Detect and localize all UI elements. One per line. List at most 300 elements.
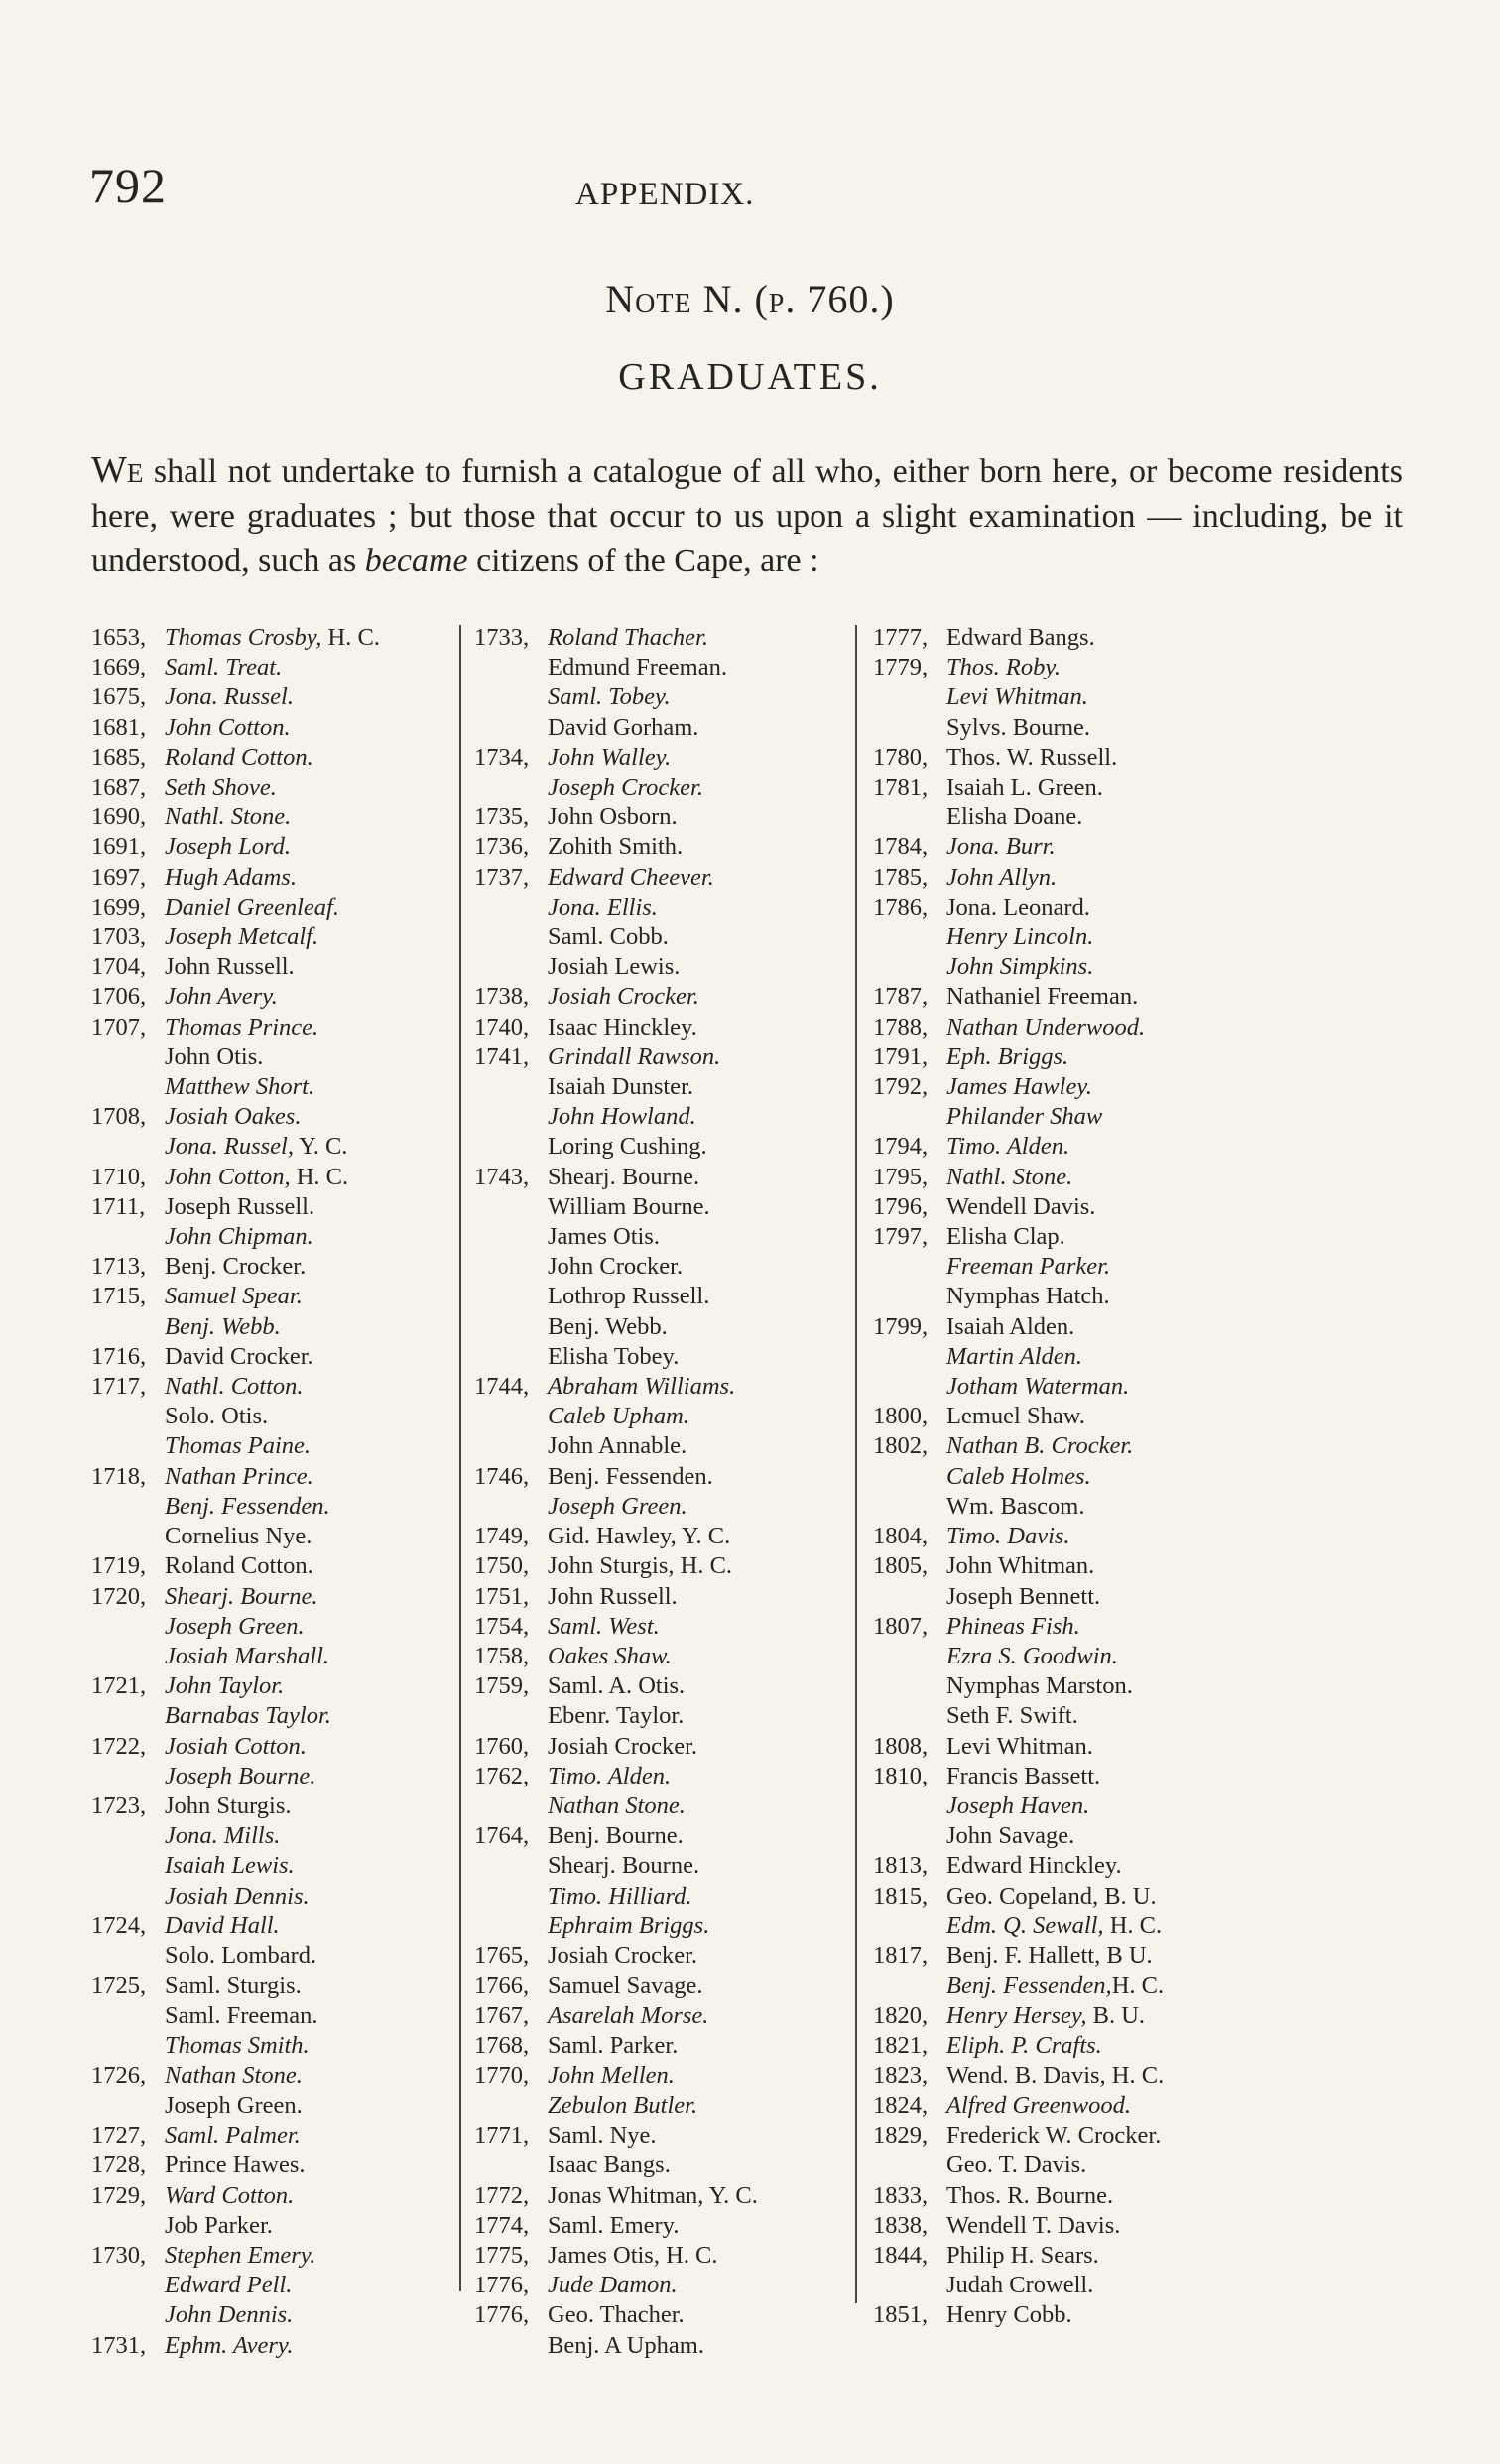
graduation-year: 1796, — [873, 1192, 929, 1220]
graduate-name — [946, 832, 1056, 862]
graduate-entry — [873, 1043, 1310, 1072]
graduate-entry — [873, 1102, 1310, 1132]
graduate-entry — [474, 1701, 855, 1731]
graduate-entry — [474, 2300, 855, 2330]
graduate-name-text: John Russell. — [165, 953, 295, 981]
graduate-name — [548, 832, 683, 862]
graduation-year: 1707, — [91, 1013, 147, 1041]
graduate-entry — [474, 1282, 855, 1311]
graduate-name — [946, 2271, 1093, 2300]
graduate-name-text: Roland Thacher. — [548, 624, 708, 651]
graduate-name — [165, 682, 294, 712]
graduate-name — [946, 1492, 1085, 1522]
graduate-name — [548, 1971, 703, 2001]
graduation-year: 1740, — [474, 1013, 530, 1041]
graduate-entry — [91, 773, 453, 802]
graduate-entry — [873, 952, 1310, 982]
graduation-year: 1802, — [873, 1432, 929, 1460]
graduate-name — [946, 1132, 1069, 1162]
graduate-name-text: Abraham Williams. — [548, 1373, 736, 1401]
graduate-entry — [873, 2151, 1310, 2180]
graduate-entry — [474, 1312, 855, 1342]
graduate-entry — [91, 1492, 453, 1522]
graduate-name-text: Grindall Rawson. — [548, 1043, 721, 1070]
college-suffix: B. U. — [1086, 2002, 1146, 2030]
intro-paragraph — [91, 448, 1403, 583]
graduate-entry — [91, 2181, 453, 2211]
graduation-year — [474, 682, 548, 712]
graduation-year: 1687, — [91, 774, 147, 801]
graduate-name-text: Timo. Davis. — [946, 1523, 1070, 1550]
graduate-name — [946, 743, 1117, 773]
graduation-year: 1779, — [873, 654, 929, 681]
graduation-year — [873, 1102, 946, 1132]
graduation-year — [873, 1791, 946, 1821]
graduate-entry — [91, 952, 453, 982]
graduation-year — [873, 923, 946, 952]
graduate-name-text: Geo. Copeland, B. U. — [946, 1882, 1157, 1910]
graduate-name — [548, 1402, 689, 1431]
graduate-name — [165, 1163, 348, 1192]
graduate-name-text: John Crocker. — [548, 1253, 684, 1281]
graduate-name — [165, 1102, 301, 1132]
intro-text-part-2: citizens of the Cape, are : — [467, 543, 819, 579]
graduation-year: 1711, — [91, 1192, 146, 1220]
graduate-name — [946, 773, 1103, 802]
graduate-name — [946, 1851, 1122, 1881]
graduation-year — [91, 1072, 165, 1102]
graduate-name-text: Joseph Lord. — [165, 833, 292, 861]
graduate-name — [548, 1342, 679, 1372]
graduate-name-text: Jona. Russel. — [165, 683, 294, 711]
graduate-name — [548, 2300, 685, 2330]
graduate-name-text: Jona. Ellis. — [548, 893, 658, 921]
graduate-entry — [873, 2211, 1310, 2241]
graduate-name-text: Thomas Smith. — [165, 2032, 310, 2059]
graduation-year: 1722, — [91, 1732, 147, 1760]
graduate-entry — [91, 2061, 453, 2091]
graduation-year: 1776, — [474, 2272, 530, 2299]
graduate-name-text: Hugh Adams. — [165, 863, 297, 891]
graduation-year: 1751, — [474, 1582, 530, 1610]
graduate-name-text: Seth F. Swift. — [946, 1702, 1078, 1730]
graduation-year — [474, 952, 548, 982]
graduate-name — [946, 1821, 1074, 1851]
graduate-name — [548, 2121, 657, 2151]
graduate-name — [165, 802, 291, 832]
graduate-entry — [873, 2271, 1310, 2300]
graduate-name-text: Thos. Roby. — [946, 654, 1062, 681]
graduate-name — [165, 1312, 281, 1342]
graduate-entry — [91, 1642, 453, 1671]
graduate-entry — [474, 1821, 855, 1851]
graduate-entry — [873, 1582, 1310, 1612]
graduation-year: 1737, — [474, 863, 530, 891]
graduate-name — [165, 2151, 306, 2180]
graduation-year — [873, 1492, 946, 1522]
graduate-name-text: Josiah Lewis. — [548, 953, 681, 981]
graduation-year: 1749, — [474, 1523, 530, 1550]
graduate-name-text: Edward Cheever. — [548, 863, 714, 891]
section-title: GRADUATES. — [618, 356, 882, 398]
graduate-name — [165, 743, 313, 773]
graduation-year — [474, 1222, 548, 1252]
graduate-name — [165, 773, 277, 802]
graduate-name-text: Wend. B. Davis, H. C. — [946, 2061, 1165, 2089]
graduate-entry — [91, 2211, 453, 2241]
graduate-name — [946, 2061, 1164, 2091]
graduate-entry — [91, 2151, 453, 2180]
graduate-name — [165, 1851, 295, 1881]
graduate-entry — [474, 1762, 855, 1791]
graduate-entry — [873, 1551, 1310, 1581]
graduate-name-text: Joseph Bourne. — [165, 1762, 316, 1789]
graduation-year — [873, 1911, 946, 1941]
graduate-name-text: Joseph Bennett. — [946, 1582, 1101, 1610]
graduate-name — [548, 923, 669, 952]
graduate-name — [548, 1941, 697, 1971]
graduate-entry — [91, 1013, 453, 1043]
graduation-year: 1697, — [91, 863, 147, 891]
graduate-name — [946, 1462, 1091, 1492]
graduate-name-text: Frederick W. Crocker. — [946, 2122, 1162, 2150]
graduate-entry — [873, 1462, 1310, 1492]
graduate-name — [165, 1372, 304, 1402]
graduate-name-text: Gid. Hawley, Y. C. — [548, 1523, 731, 1550]
graduation-year: 1719, — [91, 1552, 147, 1580]
graduate-name-text: Roland Cotton. — [165, 1552, 313, 1580]
graduate-name-text: Levi Whitman. — [946, 1732, 1093, 1760]
graduate-entry — [873, 832, 1310, 862]
graduate-name — [165, 1821, 280, 1851]
graduation-year — [474, 1132, 548, 1162]
graduate-entry — [91, 1282, 453, 1311]
graduation-year: 1735, — [474, 803, 530, 831]
graduate-entry — [91, 1222, 453, 1252]
graduate-name — [165, 1342, 313, 1372]
graduate-name — [165, 982, 278, 1012]
graduate-name-text: Asarelah Morse. — [548, 2002, 709, 2030]
graduate-entry — [91, 1342, 453, 1372]
graduate-name — [946, 1642, 1118, 1671]
graduate-name-text: Josiah Cotton. — [165, 1732, 307, 1760]
graduation-year: 1791, — [873, 1043, 929, 1070]
graduate-name-text: Job Parker. — [165, 2211, 273, 2239]
graduation-year: 1807, — [873, 1612, 929, 1640]
graduate-entry — [91, 1791, 453, 1821]
graduate-entry — [474, 893, 855, 923]
graduate-entry — [873, 1821, 1310, 1851]
graduate-name-text: Wm. Bascom. — [946, 1492, 1085, 1520]
graduate-name — [165, 1132, 347, 1162]
graduation-year: 1741, — [474, 1043, 530, 1070]
graduation-year: 1717, — [91, 1373, 147, 1401]
graduate-name — [946, 1372, 1129, 1402]
graduate-entry — [91, 802, 453, 832]
graduate-name-text: Joseph Haven. — [946, 1791, 1090, 1819]
graduate-name-text: Thomas Prince. — [165, 1013, 319, 1041]
graduate-name-text: Daniel Greenleaf. — [165, 893, 339, 921]
graduate-name — [548, 1911, 709, 1941]
graduate-name-text: Joseph Metcalf. — [165, 924, 319, 951]
graduate-name-text: Philip H. Sears. — [946, 2241, 1099, 2269]
graduate-name — [548, 2091, 697, 2121]
graduate-name — [548, 1701, 684, 1731]
graduate-entry — [474, 1851, 855, 1881]
graduate-name — [946, 893, 1090, 923]
graduation-year — [474, 1312, 548, 1342]
graduate-name-text: Elisha Tobey. — [548, 1342, 680, 1370]
graduate-name — [946, 1043, 1068, 1072]
graduate-entry — [873, 923, 1310, 952]
graduate-name-text: Nathaniel Freeman. — [946, 983, 1139, 1011]
graduate-name-text: Solo. Lombard. — [165, 1941, 317, 1969]
graduate-name — [946, 1431, 1133, 1461]
graduation-year: 1724, — [91, 1911, 147, 1939]
graduate-name — [946, 713, 1090, 743]
graduation-year — [873, 802, 946, 832]
graduate-entry — [91, 2001, 453, 2031]
graduate-entry — [474, 1462, 855, 1492]
intro-first-word: We — [91, 449, 144, 491]
graduation-year: 1776, — [474, 2301, 530, 2329]
graduate-name-text: John Savage. — [946, 1822, 1075, 1850]
graduate-name-text: Lemuel Shaw. — [946, 1403, 1085, 1430]
graduation-year: 1727, — [91, 2122, 147, 2150]
graduation-year — [91, 1851, 165, 1881]
graduate-name-text: James Otis. — [548, 1223, 660, 1251]
graduate-entry — [873, 2061, 1310, 2091]
graduate-entry — [474, 1252, 855, 1282]
graduate-entry — [91, 1582, 453, 1612]
graduate-name-text: Oakes Shaw. — [548, 1642, 672, 1669]
graduate-name — [548, 1612, 660, 1642]
graduation-year — [873, 1372, 946, 1402]
graduate-name-text: Benj. A Upham. — [548, 2331, 704, 2359]
graduation-year — [474, 1252, 548, 1282]
graduation-year — [91, 1882, 165, 1911]
graduation-year: 1813, — [873, 1852, 929, 1880]
graduate-name-text: Levi Whitman. — [946, 683, 1088, 711]
graduation-year: 1718, — [91, 1462, 147, 1490]
graduate-name-text: Phineas Fish. — [946, 1612, 1080, 1640]
graduation-year: 1786, — [873, 893, 929, 921]
column-divider-1 — [459, 625, 461, 2291]
graduate-name-text: Nymphas Hatch. — [946, 1283, 1110, 1310]
graduation-year: 1691, — [91, 833, 147, 861]
graduate-name-text: Philander Shaw — [946, 1103, 1103, 1131]
graduate-name-text: Geo. T. Davis. — [946, 2152, 1087, 2179]
graduate-entry — [474, 1163, 855, 1192]
graduate-name — [165, 1252, 306, 1282]
graduate-entry — [873, 713, 1310, 743]
graduate-name — [165, 1431, 311, 1461]
graduate-name-text: Timo. Alden. — [548, 1762, 672, 1789]
graduate-name-text: Saml. Tobey. — [548, 683, 671, 711]
graduate-name-text: David Crocker. — [165, 1342, 313, 1370]
graduate-name-text: Jude Damon. — [548, 2272, 678, 2299]
graduate-name — [165, 1462, 313, 1492]
graduation-year: 1788, — [873, 1013, 929, 1041]
graduate-entry — [873, 2300, 1310, 2330]
graduate-name — [946, 1701, 1078, 1731]
graduate-name — [548, 1642, 672, 1671]
graduation-year: 1734, — [474, 743, 530, 771]
graduate-name — [165, 1551, 313, 1581]
graduate-entry — [873, 1522, 1310, 1551]
graduate-entry — [873, 1132, 1310, 1162]
graduate-name — [548, 1851, 699, 1881]
graduate-entry — [91, 2032, 453, 2061]
graduate-name-text: Benj. F. Hallett, B U. — [946, 1941, 1153, 1969]
graduate-entry — [474, 802, 855, 832]
graduate-name-text: Joseph Green. — [165, 2091, 303, 2119]
graduate-name-text: Sylvs. Bourne. — [946, 713, 1090, 741]
graduation-year: 1824, — [873, 2091, 929, 2119]
graduate-name-text: Solo. Otis. — [165, 1403, 269, 1430]
graduation-year: 1736, — [474, 833, 530, 861]
graduate-name — [165, 2061, 303, 2091]
graduate-name-text: Roland Cotton. — [165, 743, 313, 771]
graduate-name — [946, 623, 1095, 653]
graduate-entry — [474, 1971, 855, 2001]
graduation-year — [474, 1851, 548, 1881]
graduate-name-text: Wendell Davis. — [946, 1192, 1096, 1220]
graduate-name-text: Samuel Spear. — [165, 1283, 303, 1310]
graduate-name-text: Nathl. Stone. — [946, 1163, 1073, 1190]
graduate-entry — [91, 1612, 453, 1642]
graduate-entry — [91, 2331, 453, 2361]
graduate-entry — [474, 1043, 855, 1072]
graduation-year — [474, 1072, 548, 1102]
graduate-entry — [474, 743, 855, 773]
graduate-name — [946, 682, 1088, 712]
graduate-name-text: Geo. Thacher. — [548, 2301, 685, 2329]
graduate-name — [548, 1671, 685, 1701]
graduate-name-text: Jonas Whitman, Y. C. — [548, 2181, 758, 2209]
intro-emphasis: became — [364, 543, 468, 579]
graduate-entry — [873, 863, 1310, 893]
graduate-name — [548, 1252, 683, 1282]
graduate-entry — [91, 743, 453, 773]
graduate-name-text: James Otis, H. C. — [548, 2241, 718, 2269]
graduate-name — [946, 863, 1057, 893]
graduate-name-text: Thomas Crosby, — [165, 624, 322, 651]
graduate-entry — [873, 1372, 1310, 1402]
graduation-year — [873, 952, 946, 982]
graduation-year: 1729, — [91, 2181, 147, 2209]
graduation-year: 1794, — [873, 1133, 929, 1161]
graduate-entry — [474, 2061, 855, 2091]
graduate-entry — [474, 1941, 855, 1971]
graduate-name-text: John Osborn. — [548, 803, 678, 831]
graduate-entry — [91, 863, 453, 893]
graduate-name-text: Saml. Palmer. — [165, 2122, 301, 2150]
graduate-name — [165, 1701, 331, 1731]
graduate-entry — [873, 2091, 1310, 2121]
graduation-year — [474, 653, 548, 682]
graduate-name — [165, 1402, 268, 1431]
graduate-name — [165, 923, 318, 952]
graduation-year: 1799, — [873, 1312, 929, 1340]
graduate-entry — [873, 1911, 1310, 1941]
graduate-name-text: Edm. Q. Sewall, — [946, 1911, 1104, 1939]
graduate-entry — [474, 1671, 855, 1701]
graduate-name — [548, 982, 699, 1012]
graduation-year — [474, 1402, 548, 1431]
graduate-name — [946, 952, 1093, 982]
graduate-name — [946, 802, 1082, 832]
graduate-name — [548, 2181, 758, 2211]
graduate-name-text: Henry Lincoln. — [946, 924, 1094, 951]
graduation-year — [873, 1701, 946, 1731]
graduate-name-text: Martin Alden. — [946, 1342, 1083, 1370]
graduate-name — [548, 1282, 709, 1311]
graduate-name — [165, 832, 291, 862]
graduate-entry — [873, 773, 1310, 802]
graduate-name — [548, 1522, 730, 1551]
graduation-year: 1764, — [474, 1822, 530, 1850]
graduate-entry — [474, 2271, 855, 2300]
graduate-name — [165, 653, 282, 682]
graduate-name-text: John Otis. — [165, 1043, 264, 1070]
graduation-year — [873, 1971, 946, 2001]
graduation-year: 1675, — [91, 683, 147, 711]
graduate-name-text: John Sturgis, H. C. — [548, 1552, 733, 1580]
graduate-name — [548, 1222, 660, 1252]
graduate-name — [165, 1941, 316, 1971]
college-suffix: H. C. — [1103, 1911, 1163, 1939]
graduation-year — [474, 773, 548, 802]
graduation-year: 1781, — [873, 774, 929, 801]
graduation-year — [474, 2331, 548, 2361]
graduate-name — [165, 2331, 294, 2361]
graduation-year — [91, 2271, 165, 2300]
graduation-year: 1744, — [474, 1373, 530, 1401]
graduation-year: 1710, — [91, 1163, 147, 1190]
graduate-entry — [474, 1072, 855, 1102]
graduate-name-text: Saml. Nye. — [548, 2122, 657, 2150]
graduate-entry — [91, 2091, 453, 2121]
graduation-year — [474, 713, 548, 743]
graduate-entry — [474, 1102, 855, 1132]
graduate-name — [548, 952, 680, 982]
graduation-year — [873, 2271, 946, 2300]
graduate-entry — [474, 1732, 855, 1762]
graduate-name — [946, 1732, 1093, 1762]
graduate-name — [165, 1642, 329, 1671]
graduate-name — [946, 1013, 1145, 1043]
graduate-name-text: Eliph. P. Crafts. — [946, 2032, 1102, 2059]
graduate-entry — [474, 773, 855, 802]
graduate-name — [946, 1941, 1153, 1971]
graduate-name-text: Shearj. Bourne. — [548, 1163, 700, 1190]
graduation-year — [873, 682, 946, 712]
graduate-entry — [474, 2091, 855, 2121]
graduate-name-text: Ebenr. Taylor. — [548, 1702, 685, 1730]
graduate-name — [548, 1492, 688, 1522]
graduate-name — [946, 1192, 1095, 1222]
graduate-entry — [474, 2181, 855, 2211]
graduate-entry — [474, 1791, 855, 1821]
graduate-name-text: Elisha Clap. — [946, 1223, 1065, 1251]
graduation-year — [91, 1492, 165, 1522]
graduate-name — [946, 1791, 1089, 1821]
graduate-entry — [91, 832, 453, 862]
graduate-entry — [91, 1851, 453, 1881]
graduate-entry — [91, 1402, 453, 1431]
graduate-name-text: Ezra S. Goodwin. — [946, 1642, 1118, 1669]
